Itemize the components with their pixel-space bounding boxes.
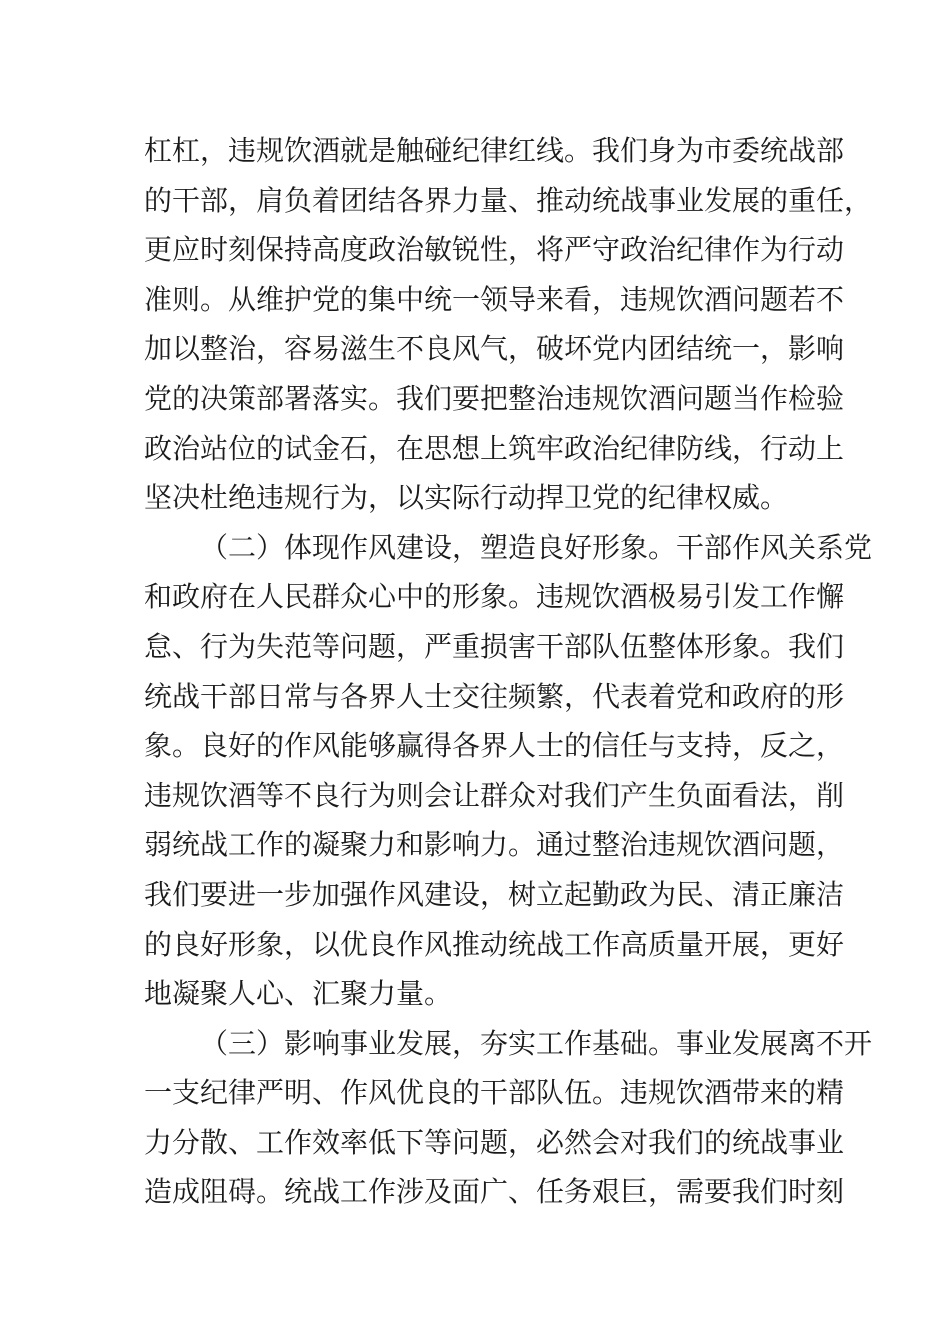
text-line: 象。良好的作风能够赢得各界人士的信任与支持，反之， — [144, 729, 845, 763]
text-line: 力分散、工作效率低下等问题，必然会对我们的统战事业 — [144, 1125, 845, 1159]
section-heading-line: （二）体现作风建设，塑造良好形象。干部作风关系党 — [200, 530, 873, 564]
text-line: 我们要进一步加强作风建设，树立起勤政为民、清正廉洁 — [144, 877, 845, 911]
text-line: 怠、行为失范等问题，严重损害干部队伍整体形象。我们 — [144, 629, 845, 663]
text-line: 造成阻碍。统战工作涉及面广、任务艰巨，需要我们时刻 — [144, 1175, 845, 1209]
text-line: 一支纪律严明、作风优良的干部队伍。违规饮酒带来的精 — [144, 1076, 845, 1110]
text-line: 的干部，肩负着团结各界力量、推动统战事业发展的重任， — [144, 183, 873, 217]
text-line: 政治站位的试金石，在思想上筑牢政治纪律防线，行动上 — [144, 431, 845, 465]
text-line: 的良好形象，以优良作风推动统战工作高质量开展，更好 — [144, 927, 845, 961]
text-line: 地凝聚人心、汇聚力量。 — [144, 977, 453, 1011]
text-line: 加以整治，容易滋生不良风气，破坏党内团结统一，影响 — [144, 332, 845, 366]
text-line: 弱统战工作的凝聚力和影响力。通过整治违规饮酒问题， — [144, 828, 845, 862]
section-heading-line: （三）影响事业发展，夯实工作基础。事业发展离不开 — [200, 1026, 873, 1060]
text-line: 准则。从维护党的集中统一领导来看，违规饮酒问题若不 — [144, 282, 845, 316]
document-body — [144, 126, 873, 1217]
text-line: 和政府在人民群众心中的形象。违规饮酒极易引发工作懈 — [144, 580, 845, 614]
text-line: 统战干部日常与各界人士交往频繁，代表着党和政府的形 — [144, 679, 845, 713]
text-line: 党的决策部署落实。我们要把整治违规饮酒问题当作检验 — [144, 381, 845, 415]
text-line: 杠杠，违规饮酒就是触碰纪律红线。我们身为市委统战部 — [144, 134, 845, 167]
text-line: 坚决杜绝违规行为，以实际行动捍卫党的纪律权威。 — [144, 481, 789, 515]
text-line: 违规饮酒等不良行为则会让群众对我们产生负面看法，削 — [144, 778, 845, 812]
text-line: 更应时刻保持高度政治敏锐性，将严守政治纪律作为行动 — [144, 233, 845, 267]
